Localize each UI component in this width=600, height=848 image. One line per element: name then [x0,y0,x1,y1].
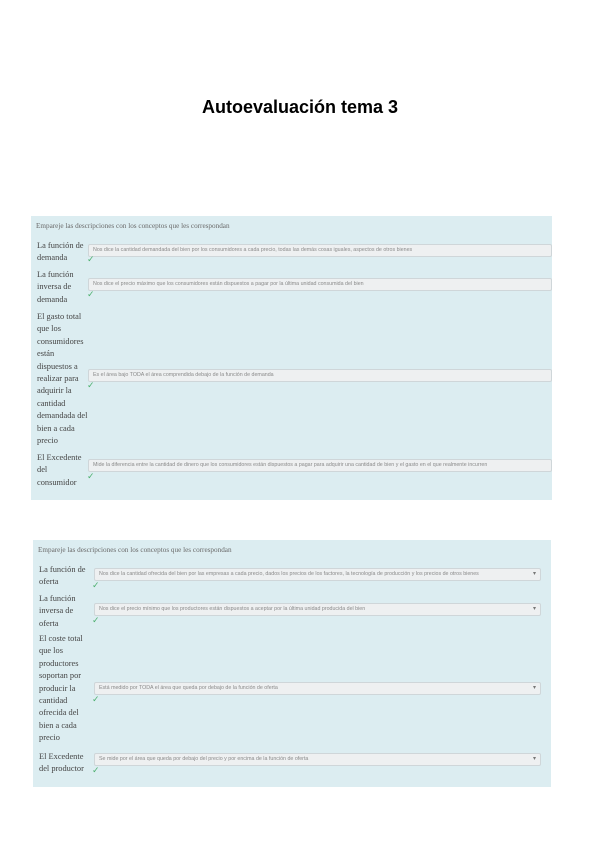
term-label: El Excedente del consumidor [37,453,82,487]
answer-selected-value: Nos dice el precio mínimo que los productores están dispuestos a aceptar por la última unidad producida del bien [99,606,366,612]
term-label: El Excedente del productor [39,752,84,774]
answer-selected-value: Está medido por TODA el área que queda por debajo de la función de oferta [99,685,278,691]
answer-selected-value: Se mide por el área que queda por debajo del precio y por encima de la función de oferta [99,756,309,762]
answer-select[interactable] [88,278,552,291]
term-label: La función de oferta [39,565,86,587]
term-label: El coste total que los productores soportan por producir la cantidad ofrecida del bien a cada precio [39,634,83,743]
answer-select[interactable] [94,753,541,766]
answer-select[interactable] [94,568,541,581]
answer-select[interactable] [94,603,541,616]
term-label: El gasto total que los consumidores están dispuestos a realizar para adquirir la cantidad demandada del bien a cada precio [37,312,88,446]
correct-check-icon: ✓ [92,616,100,626]
question-instruction: Empareje las descripciones con los conceptos que les correspondan [38,546,232,554]
chevron-down-icon: ▾ [532,756,536,762]
correct-check-icon: ✓ [87,381,95,391]
term-label: La función inversa de oferta [39,594,76,628]
term-label: La función de demanda [37,241,84,263]
answer-select[interactable] [94,682,541,695]
matching-question-demand [31,216,552,500]
document-title: Autoevaluación tema 3 [201,97,399,117]
answer-select[interactable] [88,244,552,257]
correct-check-icon: ✓ [92,581,100,591]
matching-question-supply [33,540,551,787]
chevron-down-icon: ▾ [532,571,536,577]
question-instruction: Empareje las descripciones con los conceptos que les correspondan [36,222,230,230]
answer-selected-value: Nos dice el precio máximo que los consumidores están dispuestos a pagar por la última unidad consumida del bien [93,281,364,287]
answer-selected-value: Es el área bajo TODA el área comprendida debajo de la función de demanda [93,372,274,378]
term-label: La función inversa de demanda [37,270,74,304]
answer-selected-value: Nos dice la cantidad ofrecida del bien por las empresas a cada precio, dados los precios de los factores, la tecnología de producción y los precios de otros bienes [99,571,479,577]
answer-select[interactable] [88,369,552,382]
answer-select[interactable] [88,459,552,472]
answer-selected-value: Nos dice la cantidad demandada del bien por los consumidores a cada precio, todas las demás cosas iguales, aspectos de otros bienes [93,247,413,253]
answer-selected-value: Mide la diferencia entre la cantidad de dinero que los consumidores están dispuestos a pagar para adquirir una cantidad de bien y el gasto en el que realmente incurren [93,462,488,468]
correct-check-icon: ✓ [92,766,100,776]
chevron-down-icon: ▾ [532,685,536,691]
correct-check-icon: ✓ [87,290,95,300]
correct-check-icon: ✓ [87,255,95,265]
correct-check-icon: ✓ [92,695,100,705]
correct-check-icon: ✓ [87,472,95,482]
chevron-down-icon: ▾ [532,606,536,612]
